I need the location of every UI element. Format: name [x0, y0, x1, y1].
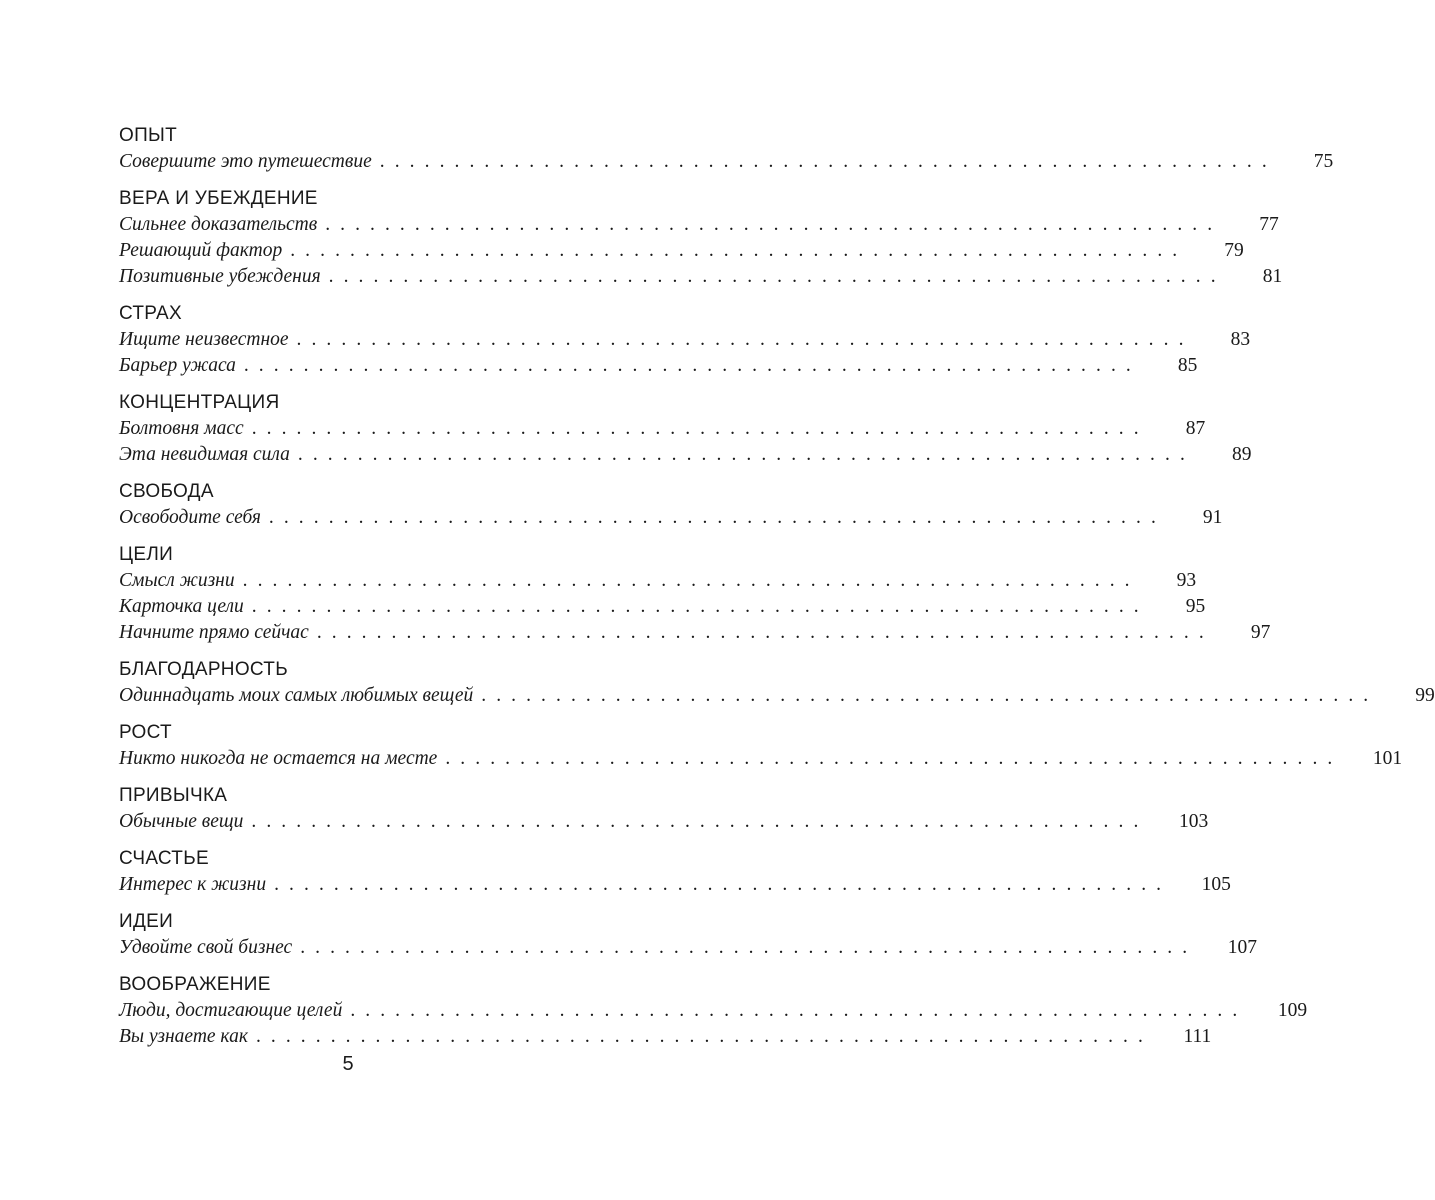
entry-page-number: 109	[1277, 1000, 1308, 1021]
entry-title: Карточка цели	[119, 596, 244, 617]
entry-page-number: 85	[1177, 355, 1198, 376]
toc-entry	[119, 809, 1209, 835]
toc-section	[119, 719, 1403, 772]
toc-entry	[119, 416, 1206, 442]
dot-leader: . . . . . . . . . . . . . . . . . . . . . . . . . . . . . . . . . . . . . . . . . . . . . . . . . . . . . . . . . . . .	[379, 151, 1270, 172]
toc-section	[119, 782, 1209, 835]
section-heading: БЛАГОДАРНОСТЬ	[119, 659, 288, 680]
dot-leader: . . . . . . . . . . . . . . . . . . . . . . . . . . . . . . . . . . . . . . . . . . . . . . . . . . . . . . . . . . . .	[242, 570, 1133, 591]
entry-title: Никто никогда не остается на месте	[119, 748, 438, 769]
entry-page-number: 97	[1250, 622, 1271, 643]
dot-leader: . . . . . . . . . . . . . . . . . . . . . . . . . . . . . . . . . . . . . . . . . . . . . . . . . . . . . . . . . . . .	[290, 240, 1180, 261]
toc-entry	[119, 683, 1435, 709]
entry-title: Сильнее доказательств	[119, 214, 318, 235]
entry-page-number: 93	[1176, 570, 1197, 591]
section-heading: РОСТ	[119, 722, 172, 743]
dot-leader: . . . . . . . . . . . . . . . . . . . . . . . . . . . . . . . . . . . . . . . . . . . . . . . . . . . . . . . . . . . .	[316, 622, 1207, 643]
toc-entry	[119, 620, 1271, 646]
toc-section	[119, 478, 1223, 531]
dot-leader: . . . . . . . . . . . . . . . . . . . . . . . . . . . . . . . . . . . . . . . . . . . . . . . . . . . . . . . . . . . .	[251, 596, 1142, 617]
section-heading: ЦЕЛИ	[119, 544, 174, 565]
dot-leader: . . . . . . . . . . . . . . . . . . . . . . . . . . . . . . . . . . . . . . . . . . . . . . . . . . . . . . . . . . . .	[300, 937, 1190, 958]
section-heading: СВОБОДА	[119, 481, 214, 502]
section-heading: СТРАХ	[119, 303, 182, 324]
dot-leader: . . . . . . . . . . . . . . . . . . . . . . . . . . . . . . . . . . . . . . . . . . . . . . . . . . . . . . . . . . . .	[445, 748, 1335, 769]
entry-title: Смысл жизни	[119, 570, 235, 591]
toc-section	[119, 300, 1251, 379]
entry-page-number: 105	[1201, 874, 1231, 895]
toc-entry	[119, 327, 1251, 353]
entry-title: Начните прямо сейчас	[119, 622, 309, 643]
entry-title: Барьер ужаса	[119, 355, 236, 376]
section-heading: ПРИВЫЧКА	[119, 785, 228, 806]
toc-entry	[119, 998, 1308, 1024]
toc-entry	[119, 935, 1257, 961]
entry-page-number: 79	[1224, 240, 1244, 261]
dot-leader: . . . . . . . . . . . . . . . . . . . . . . . . . . . . . . . . . . . . . . . . . . . . . . . . . . . . . . . . . . . .	[325, 214, 1215, 235]
dot-leader: . . . . . . . . . . . . . . . . . . . . . . . . . . . . . . . . . . . . . . . . . . . . . . . . . . . . . . . . . . . .	[350, 1000, 1240, 1021]
entry-title: Позитивные убеждения	[119, 266, 321, 287]
entry-title: Люди, достигающие целей	[119, 1000, 343, 1021]
entry-title: Освободите себя	[119, 507, 261, 528]
toc-section	[119, 185, 1283, 290]
entry-title: Интерес к жизни	[119, 874, 267, 895]
toc-section	[119, 656, 1435, 709]
dot-leader: . . . . . . . . . . . . . . . . . . . . . . . . . . . . . . . . . . . . . . . . . . . . . . . . . . . . . . . . . . . .	[268, 507, 1159, 528]
toc-section	[119, 389, 1252, 468]
entry-title: Болтовня масс	[119, 418, 244, 439]
entry-title: Совершите это путешествие	[119, 151, 372, 172]
section-heading: КОНЦЕНТРАЦИЯ	[119, 392, 280, 413]
entry-page-number: 101	[1372, 748, 1403, 769]
entry-title: Ищите неизвестное	[119, 329, 289, 350]
entry-title: Удвойте свой бизнес	[119, 937, 293, 958]
dot-leader: . . . . . . . . . . . . . . . . . . . . . . . . . . . . . . . . . . . . . . . . . . . . . . . . . . . . . . . . . . . .	[274, 874, 1164, 895]
dot-leader: . . . . . . . . . . . . . . . . . . . . . . . . . . . . . . . . . . . . . . . . . . . . . . . . . . . . . . . . . . . .	[297, 444, 1188, 465]
entry-title: Эта невидимая сила	[119, 444, 290, 465]
entry-page-number: 87	[1185, 418, 1206, 439]
page-number: 5	[342, 1053, 354, 1075]
toc-section	[119, 971, 1308, 1050]
toc-entry	[119, 1024, 1212, 1050]
toc-section	[119, 845, 1231, 898]
dot-leader: . . . . . . . . . . . . . . . . . . . . . . . . . . . . . . . . . . . . . . . . . . . . . . . . . . . . . . . . . . . .	[251, 418, 1142, 439]
dot-leader: . . . . . . . . . . . . . . . . . . . . . . . . . . . . . . . . . . . . . . . . . . . . . . . . . . . . . . . . . . . .	[296, 329, 1187, 350]
entry-title: Решающий фактор	[119, 240, 283, 261]
entry-page-number: 75	[1313, 151, 1334, 172]
dot-leader: . . . . . . . . . . . . . . . . . . . . . . . . . . . . . . . . . . . . . . . . . . . . . . . . . . . . . . . . . . . .	[328, 266, 1219, 287]
table-of-contents	[119, 122, 1435, 1060]
entry-page-number: 103	[1178, 811, 1209, 832]
dot-leader: . . . . . . . . . . . . . . . . . . . . . . . . . . . . . . . . . . . . . . . . . . . . . . . . . . . . . . . . . . . .	[251, 811, 1141, 832]
toc-entry	[119, 442, 1252, 468]
entry-page-number: 89	[1231, 444, 1252, 465]
toc-entry	[119, 212, 1279, 238]
entry-page-number: 83	[1230, 329, 1251, 350]
toc-entry	[119, 746, 1403, 772]
toc-entry	[119, 505, 1223, 531]
toc-section	[119, 541, 1271, 646]
toc-entry	[119, 872, 1231, 898]
entry-title: Обычные вещи	[119, 811, 244, 832]
entry-page-number: 99	[1415, 685, 1435, 706]
section-heading: ОПЫТ	[119, 125, 178, 146]
section-heading: ВООБРАЖЕНИЕ	[119, 974, 271, 995]
entry-page-number: 107	[1227, 937, 1257, 958]
entry-title: Вы узнаете как	[119, 1026, 248, 1047]
toc-entry	[119, 149, 1334, 175]
toc-entry	[119, 568, 1197, 594]
toc-entry	[119, 238, 1244, 264]
section-heading: СЧАСТЬЕ	[119, 848, 209, 869]
toc-entry	[119, 594, 1206, 620]
entry-page-number: 77	[1259, 214, 1279, 235]
toc-section	[119, 122, 1334, 175]
section-heading: ВЕРА И УБЕЖДЕНИЕ	[119, 188, 318, 209]
section-heading: ИДЕИ	[119, 911, 174, 932]
entry-page-number: 95	[1185, 596, 1206, 617]
entry-page-number: 91	[1202, 507, 1223, 528]
entry-page-number: 111	[1183, 1026, 1212, 1047]
toc-section	[119, 908, 1257, 961]
dot-leader: . . . . . . . . . . . . . . . . . . . . . . . . . . . . . . . . . . . . . . . . . . . . . . . . . . . . . . . . . . . .	[243, 355, 1134, 376]
entry-title: Одиннадцать моих самых любимых вещей	[119, 685, 474, 706]
entry-page-number: 81	[1262, 266, 1283, 287]
toc-entry	[119, 353, 1198, 379]
dot-leader: . . . . . . . . . . . . . . . . . . . . . . . . . . . . . . . . . . . . . . . . . . . . . . . . . . . . . . . . . . . .	[255, 1026, 1146, 1047]
dot-leader: . . . . . . . . . . . . . . . . . . . . . . . . . . . . . . . . . . . . . . . . . . . . . . . . . . . . . . . . . . . .	[481, 685, 1371, 706]
toc-entry	[119, 264, 1283, 290]
